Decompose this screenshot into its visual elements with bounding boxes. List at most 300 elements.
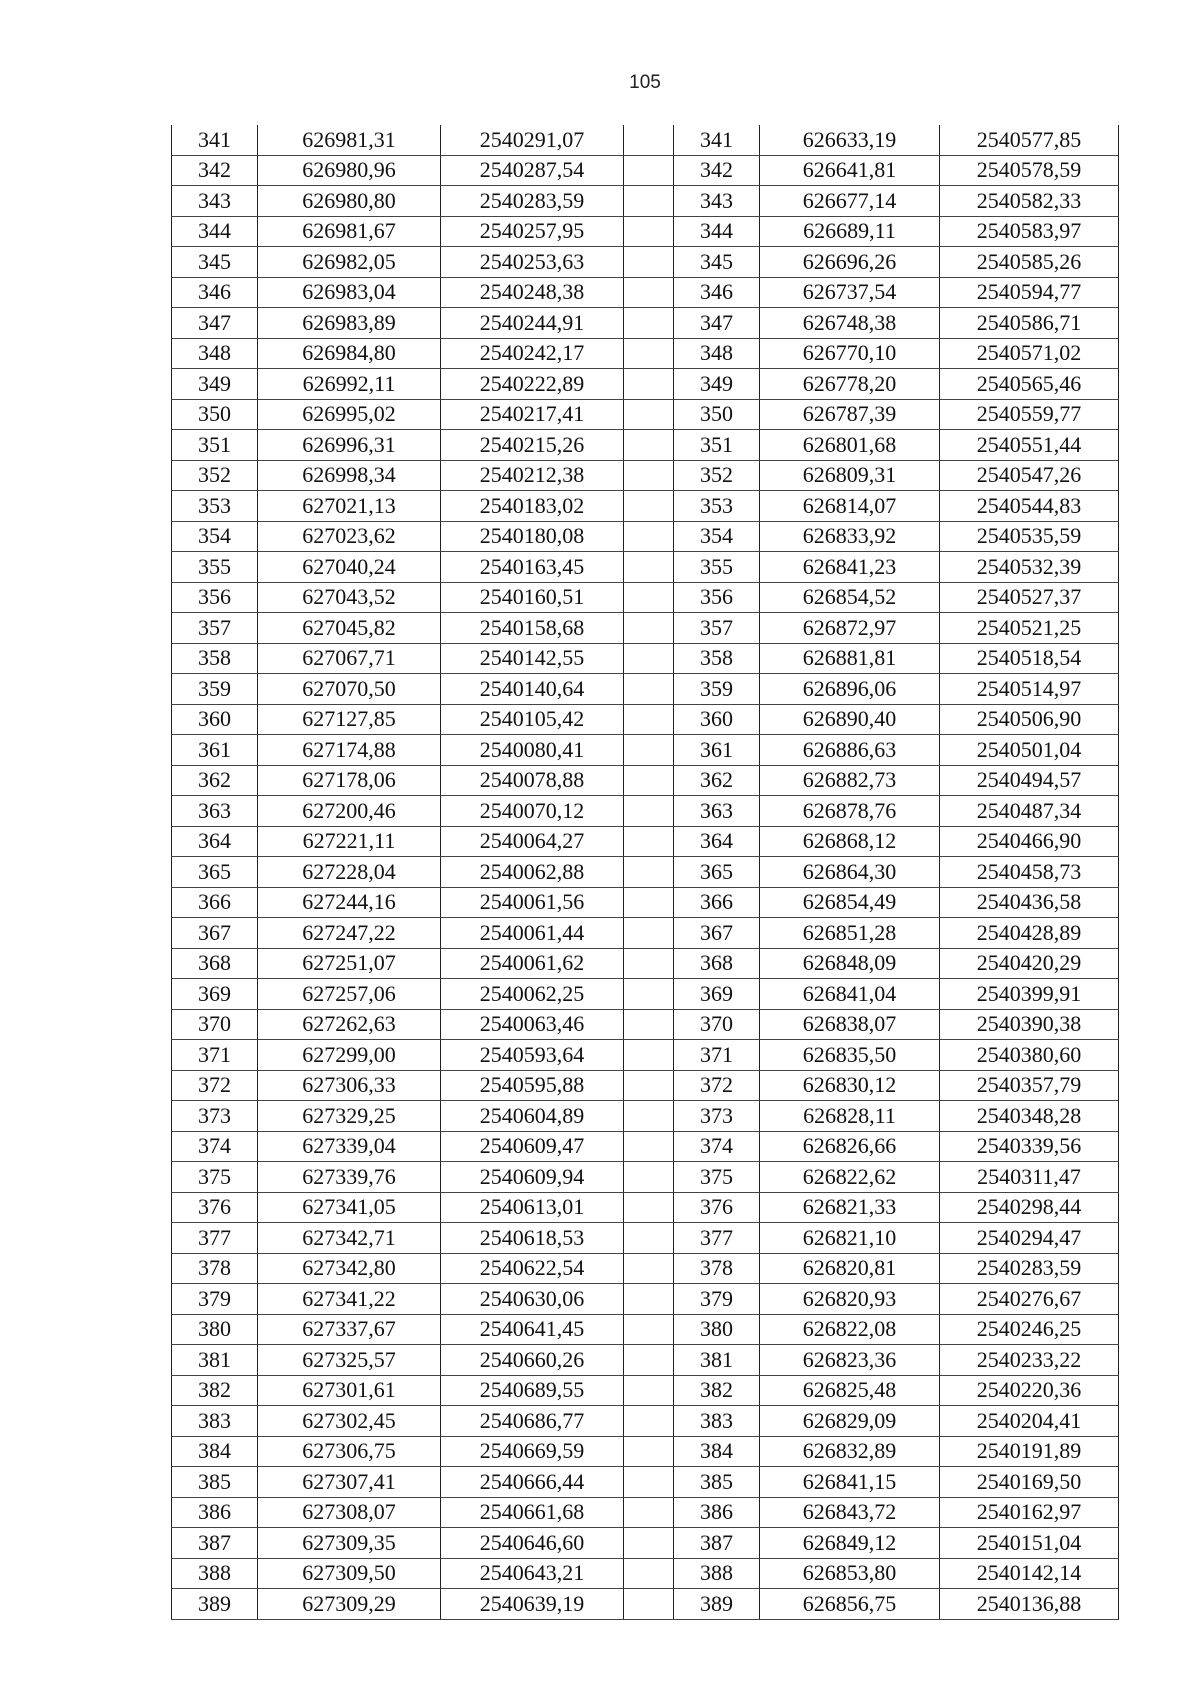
- left-x-coordinate: 627257,06: [258, 979, 441, 1010]
- right-y-coordinate: 2540339,56: [940, 1131, 1119, 1162]
- right-point-number: 380: [674, 1314, 760, 1345]
- right-x-coordinate: 626696,26: [760, 247, 940, 278]
- right-x-coordinate: 626820,93: [760, 1284, 940, 1315]
- left-y-coordinate: 2540618,53: [441, 1223, 624, 1254]
- right-y-coordinate: 2540559,77: [940, 399, 1119, 430]
- table-row: [172, 735, 1119, 766]
- right-y-coordinate: 2540514,97: [940, 674, 1119, 705]
- right-point-number: 347: [674, 308, 760, 339]
- left-y-coordinate: 2540105,42: [441, 704, 624, 735]
- left-x-coordinate: 627341,22: [258, 1284, 441, 1315]
- left-point-number: 354: [172, 521, 258, 552]
- left-point-number: 389: [172, 1589, 258, 1620]
- right-x-coordinate: 626832,89: [760, 1436, 940, 1467]
- right-y-coordinate: 2540390,38: [940, 1009, 1119, 1040]
- left-x-coordinate: 626998,34: [258, 460, 441, 491]
- left-point-number: 362: [172, 765, 258, 796]
- table-row: [172, 399, 1119, 430]
- column-spacer: [624, 186, 674, 217]
- left-point-number: 356: [172, 582, 258, 613]
- right-point-number: 365: [674, 857, 760, 888]
- right-point-number: 385: [674, 1467, 760, 1498]
- left-point-number: 341: [172, 125, 258, 155]
- right-y-coordinate: 2540521,25: [940, 613, 1119, 644]
- table-row: [172, 308, 1119, 339]
- left-y-coordinate: 2540595,88: [441, 1070, 624, 1101]
- right-point-number: 383: [674, 1406, 760, 1437]
- left-x-coordinate: 627067,71: [258, 643, 441, 674]
- right-point-number: 351: [674, 430, 760, 461]
- table-row: [172, 338, 1119, 369]
- right-x-coordinate: 626833,92: [760, 521, 940, 552]
- page-number: 105: [629, 72, 661, 93]
- left-x-coordinate: 627306,33: [258, 1070, 441, 1101]
- table-row: [172, 369, 1119, 400]
- table-row: [172, 1009, 1119, 1040]
- right-point-number: 387: [674, 1528, 760, 1559]
- right-y-coordinate: 2540276,67: [940, 1284, 1119, 1315]
- table-row: [172, 582, 1119, 613]
- left-point-number: 382: [172, 1375, 258, 1406]
- right-point-number: 381: [674, 1345, 760, 1376]
- column-spacer: [624, 338, 674, 369]
- right-point-number: 361: [674, 735, 760, 766]
- right-y-coordinate: 2540220,36: [940, 1375, 1119, 1406]
- left-x-coordinate: 627070,50: [258, 674, 441, 705]
- left-x-coordinate: 627221,11: [258, 826, 441, 857]
- column-spacer: [624, 216, 674, 247]
- column-spacer: [624, 1436, 674, 1467]
- column-spacer: [624, 521, 674, 552]
- right-y-coordinate: 2540532,39: [940, 552, 1119, 583]
- right-x-coordinate: 626835,50: [760, 1040, 940, 1071]
- left-x-coordinate: 627023,62: [258, 521, 441, 552]
- table-row: [172, 765, 1119, 796]
- column-spacer: [624, 857, 674, 888]
- right-point-number: 377: [674, 1223, 760, 1254]
- column-spacer: [624, 1375, 674, 1406]
- left-point-number: 369: [172, 979, 258, 1010]
- left-point-number: 374: [172, 1131, 258, 1162]
- right-point-number: 373: [674, 1101, 760, 1132]
- right-y-coordinate: 2540311,47: [940, 1162, 1119, 1193]
- right-point-number: 376: [674, 1192, 760, 1223]
- right-point-number: 357: [674, 613, 760, 644]
- left-point-number: 383: [172, 1406, 258, 1437]
- table-row: [172, 826, 1119, 857]
- left-y-coordinate: 2540061,44: [441, 918, 624, 949]
- column-spacer: [624, 1314, 674, 1345]
- left-x-coordinate: 626980,96: [258, 155, 441, 186]
- right-x-coordinate: 626838,07: [760, 1009, 940, 1040]
- left-x-coordinate: 627262,63: [258, 1009, 441, 1040]
- right-point-number: 367: [674, 918, 760, 949]
- left-y-coordinate: 2540669,59: [441, 1436, 624, 1467]
- table-row: [172, 1528, 1119, 1559]
- right-point-number: 362: [674, 765, 760, 796]
- right-point-number: 352: [674, 460, 760, 491]
- left-x-coordinate: 627021,13: [258, 491, 441, 522]
- left-x-coordinate: 627337,67: [258, 1314, 441, 1345]
- right-y-coordinate: 2540578,59: [940, 155, 1119, 186]
- table-row: [172, 125, 1119, 155]
- right-y-coordinate: 2540494,57: [940, 765, 1119, 796]
- right-x-coordinate: 626868,12: [760, 826, 940, 857]
- right-y-coordinate: 2540583,97: [940, 216, 1119, 247]
- left-point-number: 387: [172, 1528, 258, 1559]
- left-y-coordinate: 2540257,95: [441, 216, 624, 247]
- right-x-coordinate: 626633,19: [760, 125, 940, 155]
- right-x-coordinate: 626778,20: [760, 369, 940, 400]
- left-point-number: 378: [172, 1253, 258, 1284]
- right-y-coordinate: 2540233,22: [940, 1345, 1119, 1376]
- column-spacer: [624, 1131, 674, 1162]
- right-y-coordinate: 2540551,44: [940, 430, 1119, 461]
- left-x-coordinate: 627342,80: [258, 1253, 441, 1284]
- coordinates-table: [171, 125, 1119, 1620]
- table-row: [172, 216, 1119, 247]
- column-spacer: [624, 1009, 674, 1040]
- right-x-coordinate: 626881,81: [760, 643, 940, 674]
- left-y-coordinate: 2540163,45: [441, 552, 624, 583]
- right-point-number: 379: [674, 1284, 760, 1315]
- left-point-number: 372: [172, 1070, 258, 1101]
- right-y-coordinate: 2540585,26: [940, 247, 1119, 278]
- left-point-number: 359: [172, 674, 258, 705]
- left-y-coordinate: 2540064,27: [441, 826, 624, 857]
- right-y-coordinate: 2540162,97: [940, 1497, 1119, 1528]
- right-x-coordinate: 626814,07: [760, 491, 940, 522]
- right-point-number: 341: [674, 125, 760, 155]
- table-row: [172, 887, 1119, 918]
- left-x-coordinate: 627200,46: [258, 796, 441, 827]
- column-spacer: [624, 1070, 674, 1101]
- left-y-coordinate: 2540686,77: [441, 1406, 624, 1437]
- right-x-coordinate: 626853,80: [760, 1558, 940, 1589]
- right-y-coordinate: 2540506,90: [940, 704, 1119, 735]
- table-row: [172, 1223, 1119, 1254]
- left-x-coordinate: 627329,25: [258, 1101, 441, 1132]
- right-x-coordinate: 626770,10: [760, 338, 940, 369]
- right-x-coordinate: 626677,14: [760, 186, 940, 217]
- right-x-coordinate: 626878,76: [760, 796, 940, 827]
- right-x-coordinate: 626822,62: [760, 1162, 940, 1193]
- column-spacer: [624, 308, 674, 339]
- column-spacer: [624, 1284, 674, 1315]
- table-row: [172, 1070, 1119, 1101]
- left-y-coordinate: 2540689,55: [441, 1375, 624, 1406]
- left-y-coordinate: 2540291,07: [441, 125, 624, 155]
- right-y-coordinate: 2540501,04: [940, 735, 1119, 766]
- table-row: [172, 1284, 1119, 1315]
- left-x-coordinate: 627043,52: [258, 582, 441, 613]
- table-row: [172, 796, 1119, 827]
- right-y-coordinate: 2540142,14: [940, 1558, 1119, 1589]
- left-y-coordinate: 2540661,68: [441, 1497, 624, 1528]
- right-x-coordinate: 626849,12: [760, 1528, 940, 1559]
- left-point-number: 347: [172, 308, 258, 339]
- table-row: [172, 1497, 1119, 1528]
- right-x-coordinate: 626809,31: [760, 460, 940, 491]
- right-y-coordinate: 2540594,77: [940, 277, 1119, 308]
- right-point-number: 350: [674, 399, 760, 430]
- right-point-number: 344: [674, 216, 760, 247]
- left-point-number: 366: [172, 887, 258, 918]
- left-x-coordinate: 627045,82: [258, 613, 441, 644]
- column-spacer: [624, 1497, 674, 1528]
- table-row: [172, 857, 1119, 888]
- table-row: [172, 1314, 1119, 1345]
- left-y-coordinate: 2540630,06: [441, 1284, 624, 1315]
- left-point-number: 380: [172, 1314, 258, 1345]
- left-point-number: 379: [172, 1284, 258, 1315]
- right-x-coordinate: 626748,38: [760, 308, 940, 339]
- left-x-coordinate: 627178,06: [258, 765, 441, 796]
- left-y-coordinate: 2540646,60: [441, 1528, 624, 1559]
- left-x-coordinate: 626981,31: [258, 125, 441, 155]
- right-y-coordinate: 2540577,85: [940, 125, 1119, 155]
- left-point-number: 370: [172, 1009, 258, 1040]
- right-y-coordinate: 2540565,46: [940, 369, 1119, 400]
- column-spacer: [624, 1345, 674, 1376]
- left-point-number: 349: [172, 369, 258, 400]
- left-x-coordinate: 626980,80: [258, 186, 441, 217]
- left-y-coordinate: 2540222,89: [441, 369, 624, 400]
- left-y-coordinate: 2540062,88: [441, 857, 624, 888]
- right-y-coordinate: 2540357,79: [940, 1070, 1119, 1101]
- right-y-coordinate: 2540399,91: [940, 979, 1119, 1010]
- left-y-coordinate: 2540283,59: [441, 186, 624, 217]
- left-x-coordinate: 626982,05: [258, 247, 441, 278]
- column-spacer: [624, 948, 674, 979]
- left-point-number: 360: [172, 704, 258, 735]
- left-y-coordinate: 2540215,26: [441, 430, 624, 461]
- right-y-coordinate: 2540428,89: [940, 918, 1119, 949]
- right-point-number: 366: [674, 887, 760, 918]
- right-point-number: 342: [674, 155, 760, 186]
- right-x-coordinate: 626848,09: [760, 948, 940, 979]
- right-y-coordinate: 2540586,71: [940, 308, 1119, 339]
- right-y-coordinate: 2540169,50: [940, 1467, 1119, 1498]
- left-y-coordinate: 2540244,91: [441, 308, 624, 339]
- table-row: [172, 1558, 1119, 1589]
- table-row: [172, 704, 1119, 735]
- table-row: [172, 1589, 1119, 1620]
- left-y-coordinate: 2540593,64: [441, 1040, 624, 1071]
- column-spacer: [624, 1558, 674, 1589]
- left-point-number: 361: [172, 735, 258, 766]
- column-spacer: [624, 125, 674, 155]
- table-row: [172, 1040, 1119, 1071]
- right-y-coordinate: 2540436,58: [940, 887, 1119, 918]
- left-y-coordinate: 2540180,08: [441, 521, 624, 552]
- column-spacer: [624, 704, 674, 735]
- left-x-coordinate: 627339,76: [258, 1162, 441, 1193]
- left-point-number: 364: [172, 826, 258, 857]
- left-y-coordinate: 2540609,47: [441, 1131, 624, 1162]
- left-point-number: 368: [172, 948, 258, 979]
- right-point-number: 371: [674, 1040, 760, 1071]
- left-y-coordinate: 2540142,55: [441, 643, 624, 674]
- table-row: [172, 491, 1119, 522]
- left-point-number: 373: [172, 1101, 258, 1132]
- left-y-coordinate: 2540063,46: [441, 1009, 624, 1040]
- left-x-coordinate: 627302,45: [258, 1406, 441, 1437]
- left-y-coordinate: 2540061,62: [441, 948, 624, 979]
- column-spacer: [624, 887, 674, 918]
- left-x-coordinate: 627309,50: [258, 1558, 441, 1589]
- right-point-number: 353: [674, 491, 760, 522]
- column-spacer: [624, 826, 674, 857]
- left-y-coordinate: 2540643,21: [441, 1558, 624, 1589]
- right-y-coordinate: 2540151,04: [940, 1528, 1119, 1559]
- column-spacer: [624, 1223, 674, 1254]
- right-x-coordinate: 626841,23: [760, 552, 940, 583]
- right-x-coordinate: 626801,68: [760, 430, 940, 461]
- left-point-number: 388: [172, 1558, 258, 1589]
- left-x-coordinate: 626981,67: [258, 216, 441, 247]
- table-row: [172, 1375, 1119, 1406]
- left-x-coordinate: 627325,57: [258, 1345, 441, 1376]
- left-point-number: 363: [172, 796, 258, 827]
- left-x-coordinate: 627244,16: [258, 887, 441, 918]
- left-point-number: 358: [172, 643, 258, 674]
- table-row: [172, 460, 1119, 491]
- column-spacer: [624, 552, 674, 583]
- right-point-number: 388: [674, 1558, 760, 1589]
- left-point-number: 357: [172, 613, 258, 644]
- right-point-number: 375: [674, 1162, 760, 1193]
- left-y-coordinate: 2540158,68: [441, 613, 624, 644]
- right-x-coordinate: 626854,52: [760, 582, 940, 613]
- right-x-coordinate: 626821,10: [760, 1223, 940, 1254]
- right-y-coordinate: 2540582,33: [940, 186, 1119, 217]
- left-y-coordinate: 2540061,56: [441, 887, 624, 918]
- right-point-number: 349: [674, 369, 760, 400]
- left-x-coordinate: 627306,75: [258, 1436, 441, 1467]
- right-y-coordinate: 2540487,34: [940, 796, 1119, 827]
- left-x-coordinate: 627040,24: [258, 552, 441, 583]
- right-y-coordinate: 2540535,59: [940, 521, 1119, 552]
- left-x-coordinate: 626984,80: [258, 338, 441, 369]
- right-x-coordinate: 626826,66: [760, 1131, 940, 1162]
- column-spacer: [624, 491, 674, 522]
- table-row: [172, 1131, 1119, 1162]
- left-x-coordinate: 627342,71: [258, 1223, 441, 1254]
- left-x-coordinate: 627301,61: [258, 1375, 441, 1406]
- right-point-number: 355: [674, 552, 760, 583]
- right-y-coordinate: 2540380,60: [940, 1040, 1119, 1071]
- right-y-coordinate: 2540283,59: [940, 1253, 1119, 1284]
- left-point-number: 345: [172, 247, 258, 278]
- column-spacer: [624, 1467, 674, 1498]
- right-point-number: 346: [674, 277, 760, 308]
- left-point-number: 371: [172, 1040, 258, 1071]
- right-y-coordinate: 2540527,37: [940, 582, 1119, 613]
- table-row: [172, 1467, 1119, 1498]
- right-x-coordinate: 626886,63: [760, 735, 940, 766]
- right-point-number: 343: [674, 186, 760, 217]
- right-x-coordinate: 626856,75: [760, 1589, 940, 1620]
- coordinates-table-body: [172, 125, 1119, 1619]
- right-point-number: 386: [674, 1497, 760, 1528]
- left-point-number: 384: [172, 1436, 258, 1467]
- column-spacer: [624, 277, 674, 308]
- right-y-coordinate: 2540246,25: [940, 1314, 1119, 1345]
- left-x-coordinate: 626995,02: [258, 399, 441, 430]
- table-row: [172, 1436, 1119, 1467]
- column-spacer: [624, 430, 674, 461]
- left-x-coordinate: 626996,31: [258, 430, 441, 461]
- right-x-coordinate: 626821,33: [760, 1192, 940, 1223]
- column-spacer: [624, 918, 674, 949]
- left-x-coordinate: 627251,07: [258, 948, 441, 979]
- column-spacer: [624, 460, 674, 491]
- column-spacer: [624, 1528, 674, 1559]
- left-y-coordinate: 2540609,94: [441, 1162, 624, 1193]
- left-y-coordinate: 2540287,54: [441, 155, 624, 186]
- left-x-coordinate: 627174,88: [258, 735, 441, 766]
- right-y-coordinate: 2540191,89: [940, 1436, 1119, 1467]
- left-y-coordinate: 2540212,38: [441, 460, 624, 491]
- right-point-number: 359: [674, 674, 760, 705]
- left-y-coordinate: 2540062,25: [441, 979, 624, 1010]
- column-spacer: [624, 247, 674, 278]
- right-x-coordinate: 626851,28: [760, 918, 940, 949]
- left-point-number: 353: [172, 491, 258, 522]
- table-row: [172, 1406, 1119, 1437]
- table-row: [172, 1192, 1119, 1223]
- left-point-number: 344: [172, 216, 258, 247]
- column-spacer: [624, 796, 674, 827]
- right-point-number: 364: [674, 826, 760, 857]
- left-x-coordinate: 626983,04: [258, 277, 441, 308]
- table-row: [172, 277, 1119, 308]
- left-x-coordinate: 627127,85: [258, 704, 441, 735]
- left-y-coordinate: 2540070,12: [441, 796, 624, 827]
- table-row: [172, 918, 1119, 949]
- right-y-coordinate: 2540466,90: [940, 826, 1119, 857]
- right-y-coordinate: 2540294,47: [940, 1223, 1119, 1254]
- right-point-number: 348: [674, 338, 760, 369]
- right-y-coordinate: 2540420,29: [940, 948, 1119, 979]
- table-row: [172, 1253, 1119, 1284]
- left-x-coordinate: 627308,07: [258, 1497, 441, 1528]
- right-x-coordinate: 626822,08: [760, 1314, 940, 1345]
- table-row: [172, 1101, 1119, 1132]
- right-point-number: 360: [674, 704, 760, 735]
- right-point-number: 363: [674, 796, 760, 827]
- column-spacer: [624, 1406, 674, 1437]
- left-x-coordinate: 627228,04: [258, 857, 441, 888]
- column-spacer: [624, 1589, 674, 1620]
- column-spacer: [624, 765, 674, 796]
- column-spacer: [624, 582, 674, 613]
- right-x-coordinate: 626828,11: [760, 1101, 940, 1132]
- right-y-coordinate: 2540458,73: [940, 857, 1119, 888]
- right-y-coordinate: 2540571,02: [940, 338, 1119, 369]
- left-point-number: 351: [172, 430, 258, 461]
- table-row: [172, 247, 1119, 278]
- right-x-coordinate: 626841,15: [760, 1467, 940, 1498]
- right-point-number: 345: [674, 247, 760, 278]
- left-y-coordinate: 2540078,88: [441, 765, 624, 796]
- right-x-coordinate: 626890,40: [760, 704, 940, 735]
- right-y-coordinate: 2540518,54: [940, 643, 1119, 674]
- left-point-number: 350: [172, 399, 258, 430]
- right-point-number: 356: [674, 582, 760, 613]
- right-x-coordinate: 626872,97: [760, 613, 940, 644]
